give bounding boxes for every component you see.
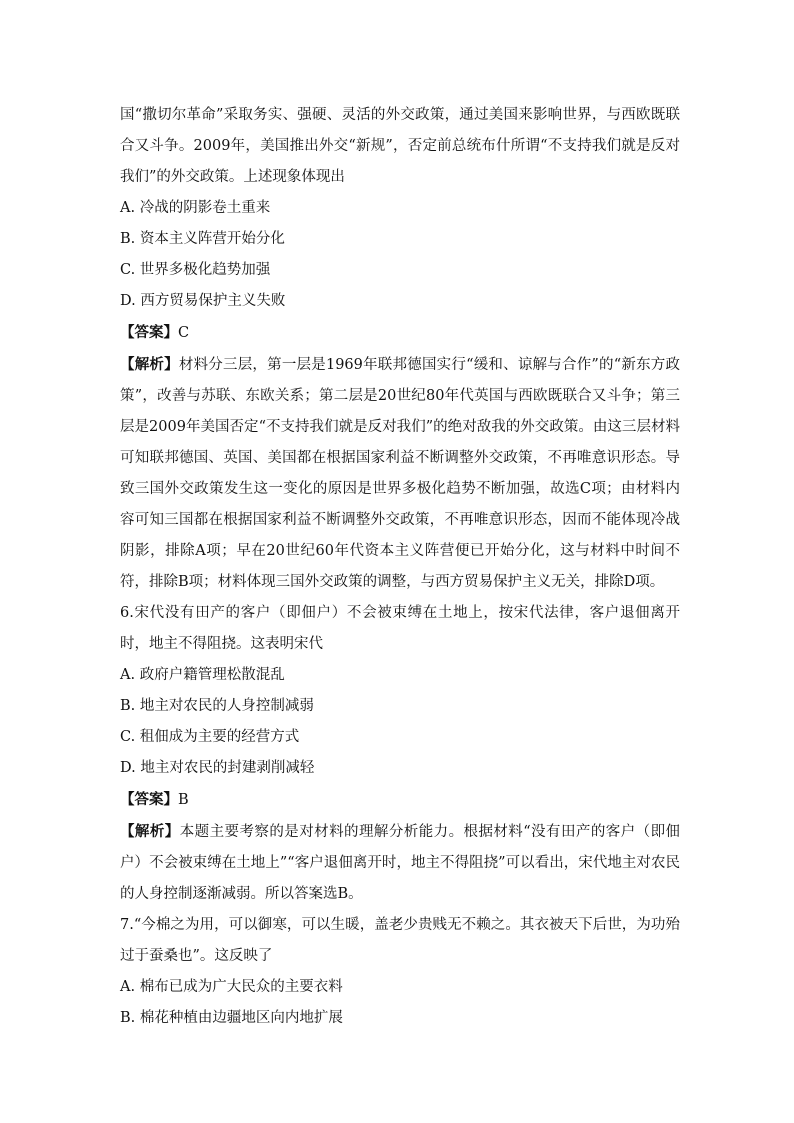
answer-tag: 【答案】 <box>120 791 178 808</box>
analysis-tag: 【解析】 <box>120 356 179 373</box>
q5-answer <box>120 317 680 349</box>
q6-option-c: C. 租佃成为主要的经营方式 <box>120 729 300 745</box>
q5-option-b: B. 资本主义阵营开始分化 <box>120 231 285 247</box>
q6-stem: 6.宋代没有田产的客户（即佃户）不会被束缚在土地上，按宋代法律，客户退佃离开时，地主不得阻挠。这表明宋代 <box>120 605 680 652</box>
q6-option-d: D. 地主对农民的封建剥削减轻 <box>120 760 315 776</box>
exam-page <box>120 100 680 1034</box>
q6-answer <box>120 784 680 816</box>
analysis-tag: 【解析】 <box>120 823 180 840</box>
q5-analysis <box>120 349 680 598</box>
q5-stem-continued: 国“撒切尔革命”采取务实、强硬、灵活的外交政策，通过美国来影响世界，与西欧既联合又斗争。2009年，美国推出外交“新规”，否定前总统布什所谓“不支持我们就是反对我们”的外交政策。上述现象体现出 <box>120 107 680 185</box>
q6-option-a: A. 政府户籍管理松散混乱 <box>120 667 285 683</box>
answer-value: C <box>178 325 190 341</box>
q5-option-c: C. 世界多极化趋势加强 <box>120 262 271 278</box>
answer-tag: 【答案】 <box>120 324 178 341</box>
q7-stem: 7.“今棉之为用，可以御寒，可以生暖，盖老少贵贱无不赖之。其衣被天下后世，为功殆过于蚕桑也”。这反映了 <box>120 917 680 964</box>
q7-option-b: B. 棉花种植由边疆地区向内地扩展 <box>120 1010 343 1026</box>
q5-option-a: A. 冷战的阴影卷土重来 <box>120 200 271 216</box>
q6-option-b: B. 地主对农民的人身控制减弱 <box>120 698 314 714</box>
q6-analysis <box>120 816 680 910</box>
q5-option-d: D. 西方贸易保护主义失败 <box>120 293 286 309</box>
analysis-text: 材料分三层，第一层是1969年联邦德国实行“缓和、谅解与合作”的“新东方政策”，改善与苏联、东欧关系；第二层是20世纪80年代英国与西欧既联合又斗争；第三层是2009年美国否定“不支持我们就是反对我们”的绝对敌我的外交政策。由这三层材料可知联邦德国、英国、美国都在根据国家利益不断调整外交政策，不再唯意识形态。导致三国外交政策发生这一变化的原因是世界多极化趋势不断加强，故选C项；由材料内容可知三国都在根据国家利益不断调整外交政策，不再唯意识形态，因而不能体现冷战阴影，排除A项；早在20世纪60年代资本主义阵营便已开始分化，这与材料中时间不符，排除B项；材料体现三国外交政策的调整，与西方贸易保护主义无关，排除D项。 <box>120 357 681 590</box>
q7-option-a: A. 棉布已成为广大民众的主要衣料 <box>120 979 343 995</box>
analysis-text: 本题主要考察的是对材料的理解分析能力。根据材料“没有田产的客户（即佃户）不会被束缚在土地上”“客户退佃离开时，地主不得阻挠”可以看出，宋代地主对农民的人身控制逐渐减弱。所以答案选B。 <box>120 824 680 902</box>
answer-value: B <box>178 792 189 808</box>
